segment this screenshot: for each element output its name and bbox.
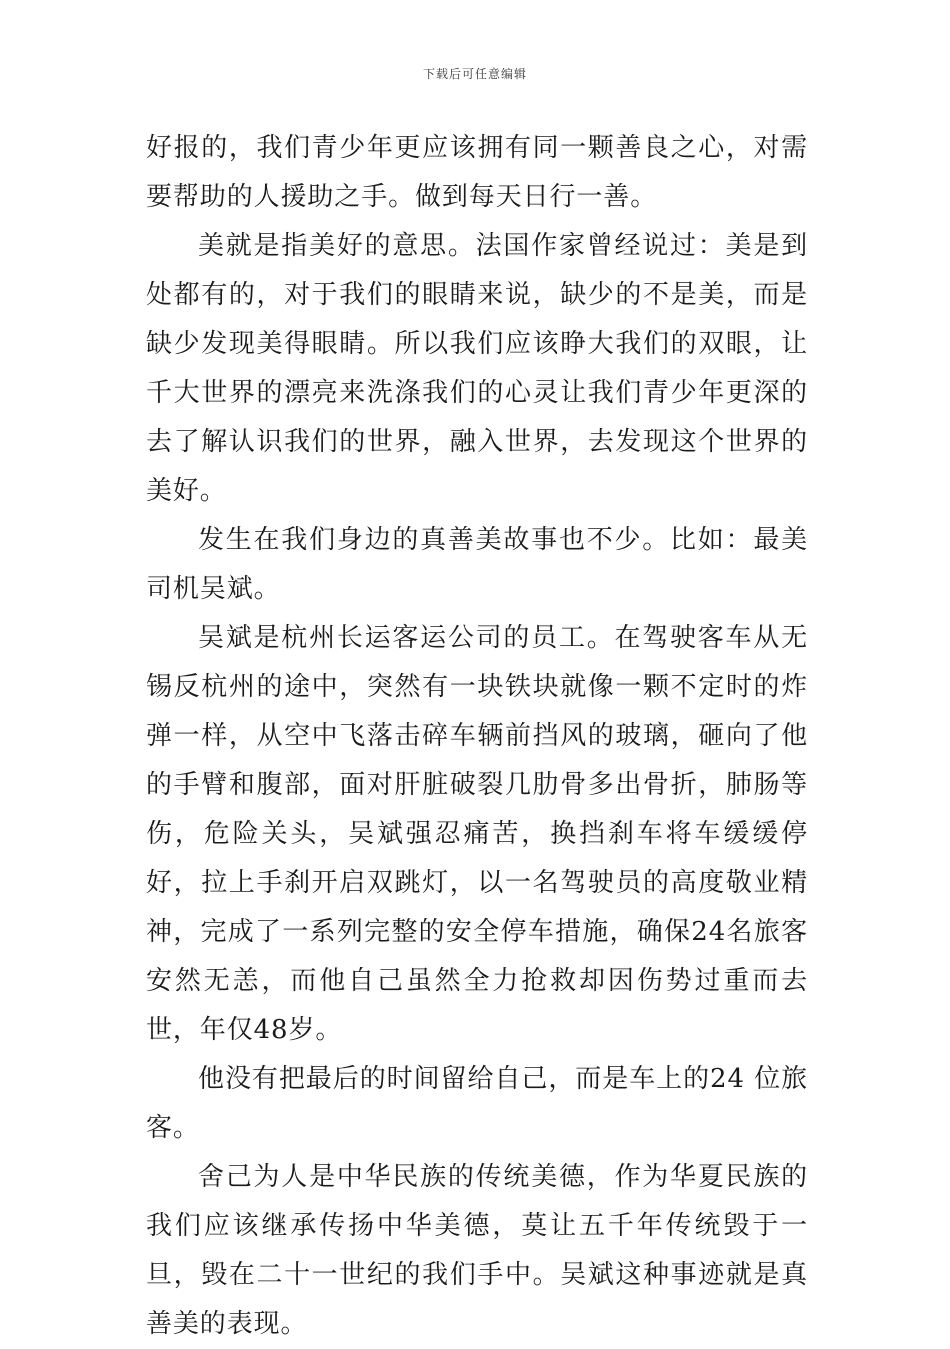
paragraph-beauty: 美就是指美好的意思。法国作家曾经说过：美是到处都有的，对于我们的眼睛来说，缺少的不是美，而是缺少发现美得眼睛。所以我们应该睁大我们的双眼，让千大世界的漂亮来洗涤我们的心灵让我们青少年更深的去了解认识我们的世界，融入世界，去发现这个世界的美好。 <box>146 231 808 506</box>
paragraph-wubin-story: 吴斌是杭州长运客运公司的员工。在驾驶客车从无锡反杭州的途中，突然有一块铁块就像一颗不定时的炸弹一样，从空中飞落击碎车辆前挡风的玻璃，砸向了他的手臂和腹部，面对肝脏破裂几肋骨多出骨折，肺肠等伤，危险关头，吴斌强忍痛苦，换挡刹车将车缓缓停好，拉上手刹开启双跳灯，以一名驾驶员的高度敬业精神，完成了一系列完整的安全停车措施，确保24名旅客安然无恙，而他自己虽然全力抢救却因伤势过重而去世，年仅48岁。 <box>146 623 808 1045</box>
page-header: 下载后可任意编辑 <box>422 67 527 81</box>
document-body <box>146 124 808 1349</box>
paragraph-continuation: 好报的，我们青少年更应该拥有同一颗善良之心，对需要帮助的人援助之手。做到每天日行一善。 <box>146 133 808 212</box>
paragraph-last-moments: 他没有把最后的时间留给自己，而是车上的24 位旅客。 <box>146 1064 808 1143</box>
paragraph-stories-intro: 发生在我们身边的真善美故事也不少。比如：最美司机吴斌。 <box>146 525 808 604</box>
paragraph-conclusion: 舍己为人是中华民族的传统美德，作为华夏民族的我们应该继承传扬中华美德，莫让五千年传统毁于一旦，毁在二十一世纪的我们手中。吴斌这种事迹就是真善美的表现。 <box>146 1162 808 1339</box>
